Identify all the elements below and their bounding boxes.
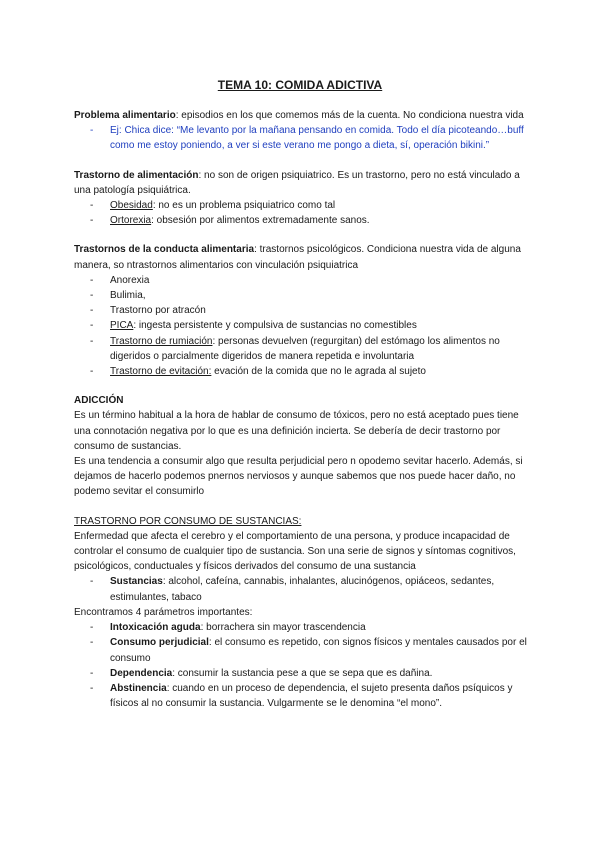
tcs-paragraph-2: Encontramos 4 parámetros importantes: bbox=[74, 606, 253, 618]
term: Consumo perjudicial bbox=[110, 637, 209, 649]
list-item bbox=[74, 666, 534, 681]
term: Ortorexia bbox=[110, 215, 152, 227]
term: PICA bbox=[110, 320, 134, 332]
definition: : obsesión por alimentos extremadamente sanos. bbox=[151, 215, 370, 227]
definition: : borrachera sin mayor trascendencia bbox=[200, 622, 366, 634]
definition: : no son de origen psiquiatrico. Es un trastorno, pero no está vinculado a una patología psiquiátrica. bbox=[74, 169, 520, 196]
adiccion-paragraph-1: Es un término habitual a la hora de hablar de consumo de tóxicos, pero no está aceptado pues tiene una connotación negativa por lo que es una definición incierta. Se debería de decir trastorno por consumo de sustancias. bbox=[74, 410, 519, 452]
tca-list bbox=[74, 273, 534, 379]
definition: : cuando en un proceso de dependencia, el sujeto presenta daños psíquicos y físicos al no consumir la sustancia. Vulgarmente se le denomina “el mono”. bbox=[110, 682, 513, 710]
term: Problema alimentario bbox=[74, 110, 176, 121]
term: Trastorno de rumiación bbox=[110, 335, 213, 347]
example-list bbox=[74, 123, 534, 153]
definition: : ingesta persistente y compulsiva de sustancias no comestibles bbox=[133, 320, 417, 332]
list-item bbox=[74, 620, 534, 635]
problema-alimentario-paragraph bbox=[74, 108, 534, 123]
definition: : alcohol, cafeína, cannabis, inhalantes, alucinógenos, opiáceos, sedantes, estimulantes, tabaco bbox=[110, 576, 495, 603]
trastorno-alimentacion-paragraph bbox=[74, 168, 534, 198]
definition: : no es un problema psiquiatrico como tal bbox=[152, 200, 336, 212]
params-list bbox=[74, 620, 534, 711]
list-item: - Anorexia bbox=[74, 273, 534, 288]
tcs-heading: TRASTORNO POR CONSUMO DE SUSTANCIAS: bbox=[74, 515, 302, 527]
definition: : consumir la sustancia pese a que se sepa que es dañina. bbox=[172, 667, 433, 679]
list-item: - Bulimia, bbox=[74, 288, 534, 303]
term: Trastornos de la conducta alimentaria bbox=[74, 244, 255, 256]
tcs-paragraph-1: Enfermedad que afecta el cerebro y el comportamiento de una persona, y produce incapacidad de controlar el consumo de cualquier tipo de sustancia. Son una serie de signos y síntomas cognitivos, psicológicos, conductuales y físicos derivados del consumo de una sustancia bbox=[74, 530, 516, 573]
list-item bbox=[74, 318, 534, 333]
term: Abstinencia bbox=[110, 682, 167, 694]
term: Intoxicación aguda bbox=[110, 622, 201, 634]
list-item bbox=[74, 635, 534, 665]
substances-list bbox=[74, 574, 534, 604]
term: Trastorno de alimentación bbox=[74, 169, 199, 181]
list-item bbox=[74, 574, 534, 604]
list-item bbox=[74, 681, 534, 711]
definition: : trastornos psicológicos. Condiciona nuestra vida de alguna manera, so ntrastornos alimentarios con vinculación psiquiatrica bbox=[74, 244, 521, 271]
term: Trastorno de evitación: bbox=[110, 366, 212, 378]
list-item bbox=[74, 334, 534, 364]
term: Sustancias bbox=[110, 576, 163, 588]
document-title: TEMA 10: COMIDA ADICTIVA bbox=[217, 78, 383, 92]
document-body bbox=[74, 108, 534, 711]
list-item: - Trastorno por atracón bbox=[74, 303, 534, 318]
example-quote: - Ej: Chica dice: “Me levanto por la mañana pensando en comida. Todo el día picoteando…buff como me estoy poniendo, a ver si este verano me pongo a dieta, sí, operación bikini.” bbox=[74, 123, 534, 153]
term: Obesidad bbox=[110, 200, 153, 212]
adiccion-paragraph-2: Es una tendencia a consumir algo que resulta perjudicial pero n opodemo sevitar hacerlo. Además, si dejamos de hacerlo podemos pnernos nerviosos y aunque sabemos que nos puede hacer daño, no podemo sevitar el consumirlo bbox=[74, 456, 523, 498]
term: Dependencia bbox=[110, 667, 173, 679]
definition: evación de la comida que no le agrada al sujeto bbox=[211, 366, 426, 378]
list-item bbox=[74, 364, 534, 379]
definition: : el consumo es repetido, con signos físicos y mentales causados por el consumo bbox=[110, 637, 527, 664]
trastorno-alimentacion-list bbox=[74, 198, 534, 228]
list-item bbox=[74, 198, 534, 213]
definition: : personas devuelven (regurgitan) del estómago los alimentos no digeridos o parcialmente digeridos de manera repetida e involuntaria bbox=[110, 335, 500, 362]
definition: : episodios en los que comemos más de la cuenta. No condiciona nuestra vida bbox=[175, 110, 524, 121]
list-item bbox=[74, 213, 534, 228]
tca-paragraph bbox=[74, 242, 534, 272]
adiccion-heading: ADICCIÓN bbox=[74, 395, 124, 407]
